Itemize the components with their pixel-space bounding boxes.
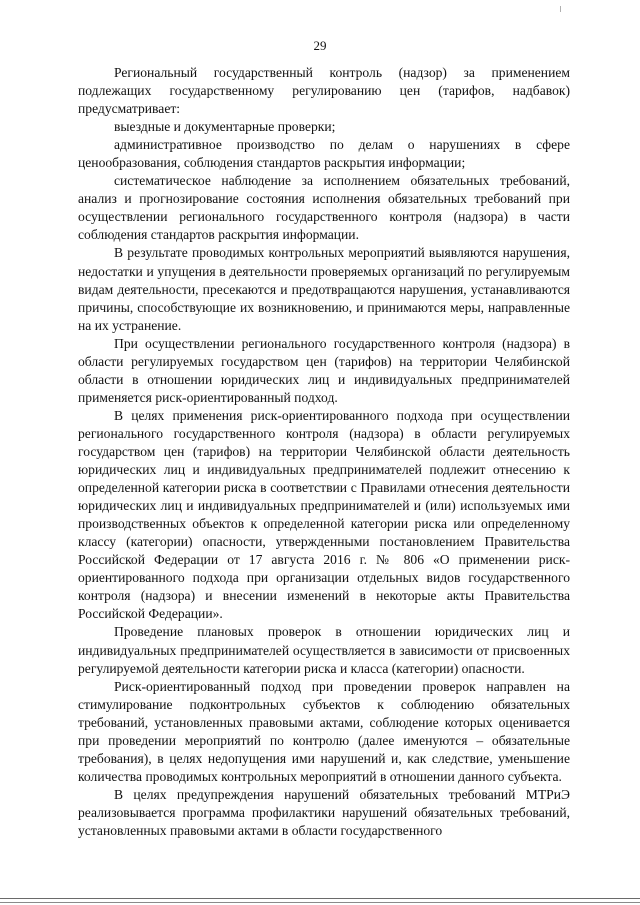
paragraph: Региональный государственный контроль (надзор) за применением подлежащих государственному регулированию цен (тарифов, надбавок) предусматривает: — [78, 65, 570, 117]
paragraph: В целях предупреждения нарушений обязательных требований МТРиЭ реализовывается программа профилактики нарушений обязательных требований, установленных правовыми актами в области государственного — [78, 786, 570, 838]
paragraph: выездные и документарные проверки; — [114, 119, 336, 135]
paragraph: административное производство по делам о нарушениях в сфере ценообразования, соблюдения стандартов раскрытия информации; — [78, 137, 570, 171]
paragraph: В результате проводимых контрольных мероприятий выявляются нарушения, недостатки и упущения в деятельности проверяемых организаций по регулируемым видам деятельности, пресекаются и предотвращаются нарушения, устанавливаются причины, способствующие их возникновению, и принимаются меры, направленные на их устранение. — [78, 245, 570, 333]
scan-mark — [560, 6, 561, 12]
page-number: 29 — [313, 38, 327, 53]
scan-edge-line — [0, 898, 640, 899]
paragraph: систематическое наблюдение за исполнением обязательных требований, анализ и прогнозирование состояния исполнения обязательных требований при осуществлении регионального государственного контроля (надзора) в части соблюдения стандартов раскрытия информации. — [78, 173, 570, 243]
paragraph: В целях применения риск-ориентированного подхода при осуществлении регионального государственного контроля (надзора) в области регулируемых государством цен (тарифов) на территории Челябинской области деятельность юридических лиц и индивидуальных предпринимателей подлежит отнесению к определенной категории риска в соответствии с Правилами отнесения деятельности юридических лиц и индивидуальных предпринимателей и (или) используемых ими производственных объектов к определенной категории риска или определенному классу (категории) опасности, утвержденными постановлением Правительства Российской Федерации от 17 августа 2016 г. № 806 «О применении риск-ориентированного подхода при организации отдельных видов государственного контроля (надзора) и внесении изменений в некоторые акты Правительства Российской Федерации». — [78, 407, 570, 622]
paragraph: Проведение плановых проверок в отношении юридических лиц и индивидуальных предпринимателей осуществляется в зависимости от присвоенных регулируемой деятельности категории риска и класса (категории) опасности. — [78, 624, 570, 676]
document-body — [78, 64, 570, 840]
scan-edge-line — [0, 902, 640, 903]
paragraph: Риск-ориентированный подход при проведении проверок направлен на стимулирование подконтрольных субъектов к соблюдению обязательных требований, установленных правовыми актами, соблюдение которых оценивается при проведении мероприятий по контролю (далее именуются – обязательные требования), в целях недопущения ими нарушений и, как следствие, уменьшение количества проводимых контрольных мероприятий в отношении данного субъекта. — [78, 678, 570, 784]
paragraph: При осуществлении регионального государственного контроля (надзора) в области регулируемых государством цен (тарифов) на территории Челябинской области в отношении юридических лиц и индивидуальных предпринимателей применяется риск-ориентированный подход. — [78, 335, 570, 405]
